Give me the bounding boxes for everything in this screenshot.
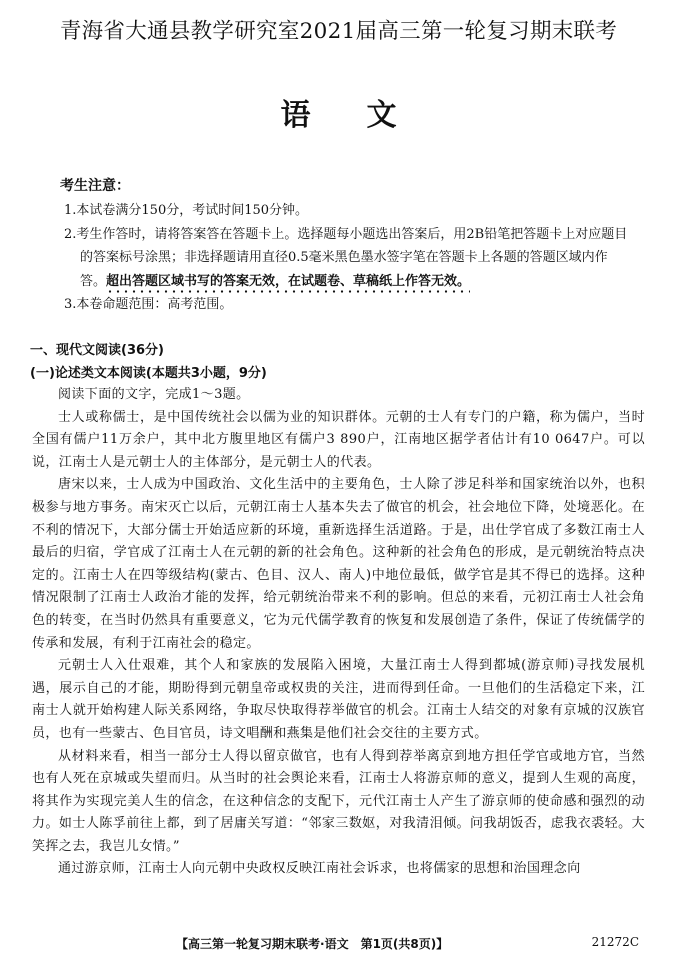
footer-right-bracket: 】 — [436, 937, 449, 951]
passage-paragraph-4: 从材料来看，相当一部分士人得以留京做官，也有人得到荐举离京到地方担任学官或地方官，当然也有人死在京城或失望而归。从当时的社会舆论来看，江南士人将游京师的意义，提到人生观的高度，将其作为实现完美人生的信念，在这种信念的支配下，元代江南士人产生了游京师的使命感和强烈的动力。如士人陈孚前往上都，到了居庸关写道：“邻家三数妪，对我清泪倾。问我胡饭否，虑我衣裘轻。大笑挥之去，我岂儿女情。” — [32, 748, 645, 854]
notice-heading: 考生注意： — [60, 178, 130, 194]
section-heading: 一、现代文阅读(36分) — [30, 343, 164, 358]
notice-item-3: 3.本卷命题范围：高考范围。 — [64, 297, 233, 312]
subject-title — [0, 90, 677, 134]
footer-label — [176, 935, 448, 952]
passage-paragraph-3: 元朝士人入仕艰难，其个人和家族的发展陷入困境，大量江南士人得到都城(游京师)寻找发展机遇，展示自己的才能，期盼得到元朝皇帝或权贵的关注，进而得到任命。一旦他们的生活稳定下来，江南士人就开始构建人际关系网络，争取尽快取得荐举做官的机会。江南士人结交的对象有京城的汉族官员，也有一些蒙古、色目官员，诗文唱酬和燕集是他们社会交往的主要方式。 — [32, 658, 645, 741]
passage-paragraph-1: 士人或称儒士，是中国传统社会以儒为业的知识群体。元朝的士人有专门的户籍，称为儒户，当时全国有儒户11万余户，其中北方腹里地区有儒户3 890户，江南地区据学者估计有10 0647户。可以说，江南士人是元朝士人的主体部分，是元朝士人的代表。 — [32, 409, 645, 470]
passage-paragraph-2: 唐宋以来，士人成为中国政治、文化生活中的主要角色，士人除了涉足科举和国家统治以外，也积极参与地方事务。南宋灭亡以后，元朝江南士人基本失去了做官的机会，社会地位下降，处境恶化。在不利的情况下，大部分儒士开始适应新的环境，重新选择生活道路。于是，出仕学官成了多数江南士人最后的归宿，学官成了江南士人在元朝的新的社会角色。这种新的社会角色的形成，是元朝统治特点决定的。江南士人在四等级结构(蒙古、色目、汉人、南人)中地位最低，做学官是其不得已的选择。这种情况限制了江南士人政治才能的发挥，给元朝统治带来不利的影响。但总的来看，元初江南士人社会角色的转变，在当时仍然具有重要意义，它为元代儒学教育的恢复和发展创造了条件，保证了传统儒学的传承和发展，有利于江南社会的稳定。 — [32, 477, 645, 651]
notice-item-1: 1.本试卷满分150分，考试时间150分钟。 — [64, 203, 309, 218]
subject-char-2: 文 — [366, 98, 397, 133]
subject-char-1: 语 — [280, 98, 311, 133]
reading-passage — [32, 384, 645, 881]
subsection-heading: (一)论述类文本阅读(本题共3小题，9分) — [30, 366, 267, 381]
footer-text: 高三第一轮复习期末联考·语文 第1页(共8页) — [188, 937, 437, 951]
passage-paragraph-5: 通过游京师，江南士人向元朝中央政权反映江南社会诉求，也将儒家的思想和治国理念向 — [58, 861, 581, 877]
exam-title: 青海省大通县教学研究室2021届高三第一轮复习期末联考 — [59, 19, 618, 44]
notice-list — [62, 199, 632, 317]
notice-item-2 — [62, 223, 632, 294]
footer-code: 21272C — [591, 935, 639, 949]
footer-left-bracket: 【 — [176, 937, 189, 951]
instruction-text: 阅读下面的文字，完成1～3题。 — [58, 387, 250, 402]
notice-item-2-text: 2.考生作答时，请将答案答在答题卡上。选择题每小题选出答案后，用2B铅笔把答题卡上对应题目的答案标号涂黑；非选择题请用直径0.5毫米黑色墨水签字笔在答题卡上各题的答题区域内作答。 — [64, 226, 628, 289]
notice-item-2-emphasis: 超出答题区域书写的答案无效，在试题卷、草稿纸上作答无效。 — [106, 274, 470, 294]
